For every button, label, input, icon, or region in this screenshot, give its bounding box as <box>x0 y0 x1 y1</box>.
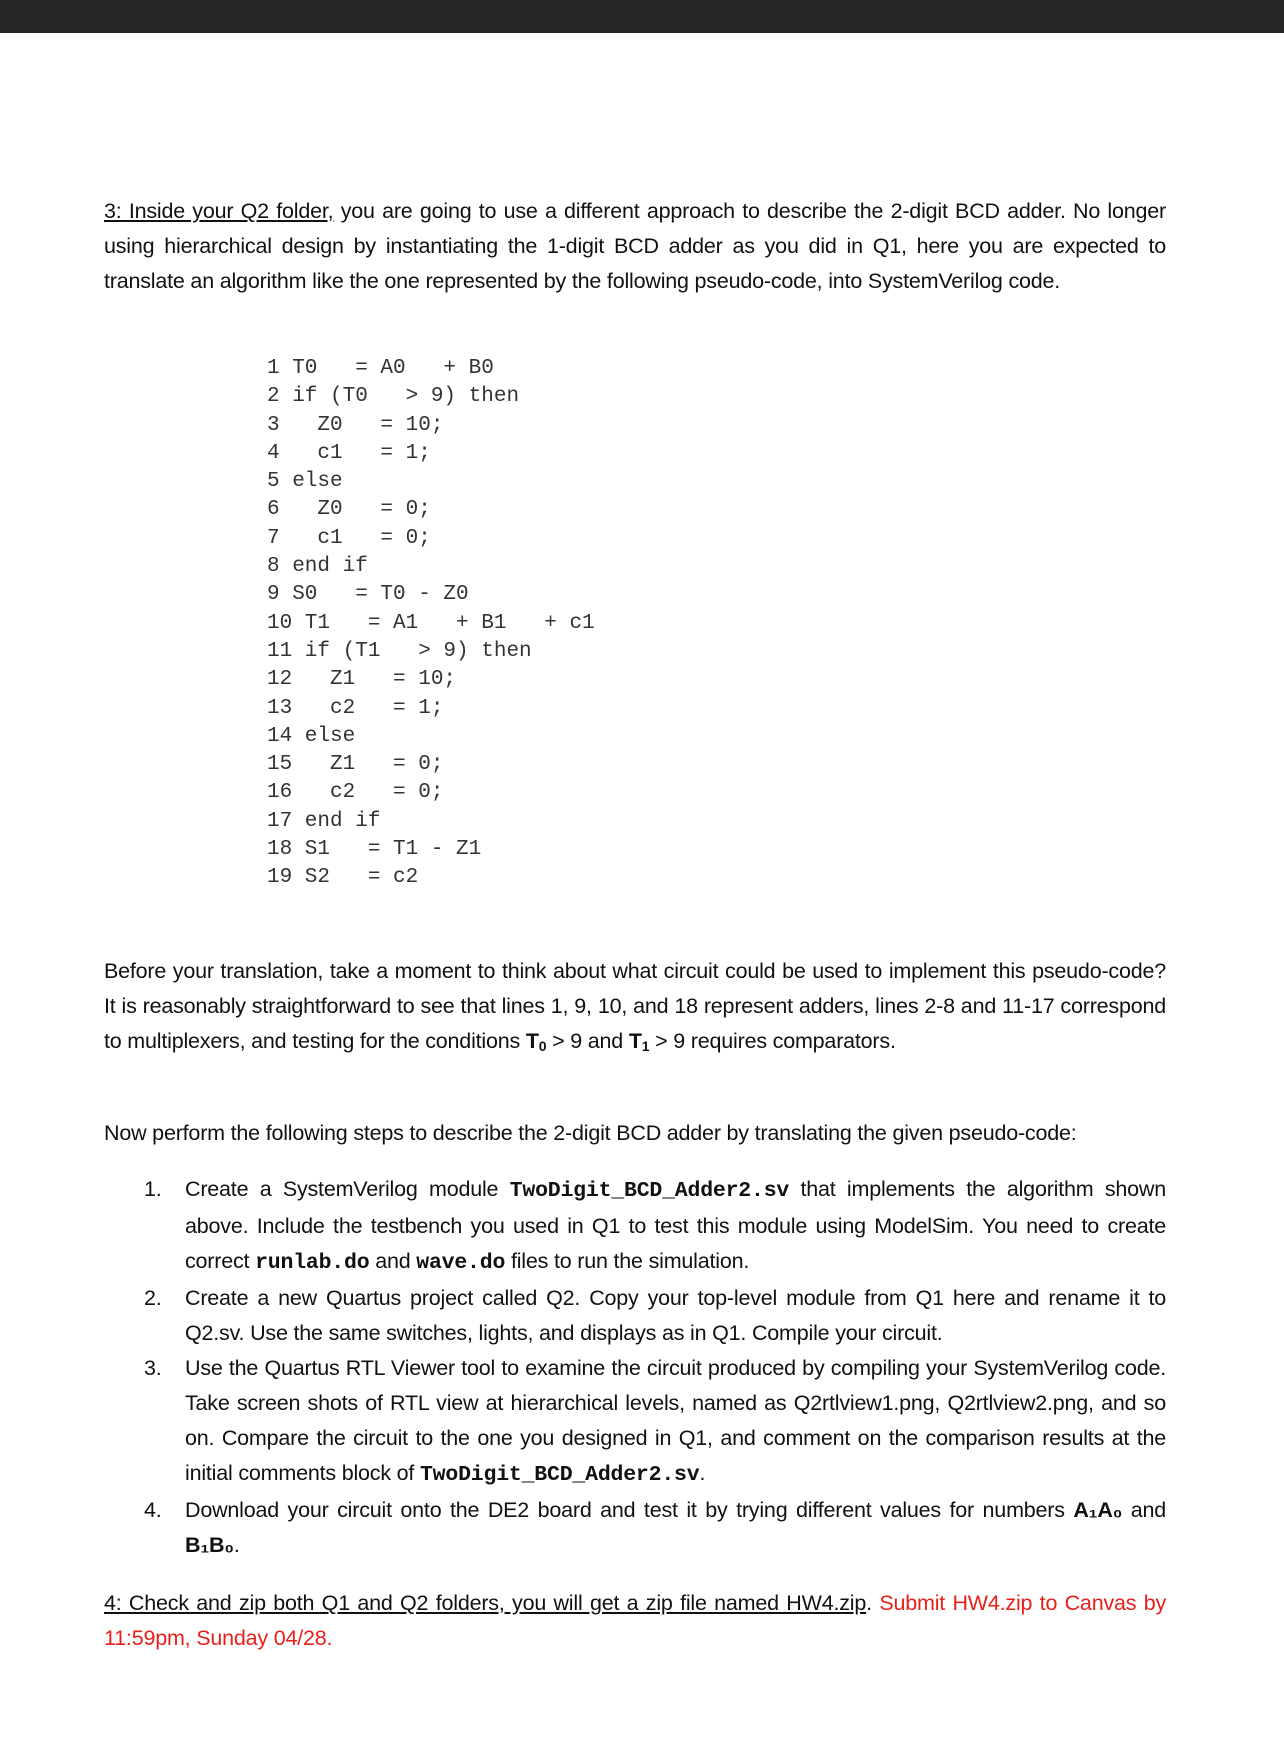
step-number: 3. <box>144 1356 162 1380</box>
step-number: 1. <box>144 1177 162 1201</box>
pseudo-code-block <box>267 355 595 893</box>
text: files to run the simulation. <box>505 1249 750 1273</box>
text: and <box>369 1249 417 1273</box>
filename: TwoDigit_BCD_Adder2.sv <box>419 1463 700 1487</box>
code-line: 9 S0 = T0 - Z0 <box>267 583 469 607</box>
step-number: 4. <box>144 1498 162 1522</box>
circuit-explanation <box>104 954 1166 1059</box>
step-number: 2. <box>144 1286 162 1310</box>
code-line: 1 T0 = A0 + B0 <box>267 357 494 380</box>
section-4 <box>104 1586 1166 1656</box>
filename: wave.do <box>416 1251 506 1275</box>
text: . <box>866 1591 880 1615</box>
code-line: 4 c1 = 1; <box>267 441 431 465</box>
code-line: 15 Z1 = 0; <box>267 753 444 777</box>
text: Create a SystemVerilog module <box>185 1177 510 1201</box>
code-line: 11 if (T1 > 9) then <box>267 639 532 663</box>
t1-subscript: 1 <box>641 1038 650 1054</box>
filename: TwoDigit_BCD_Adder2.sv <box>509 1179 790 1203</box>
step-4 <box>104 1493 1166 1563</box>
code-line: 6 Z0 = 0; <box>267 498 431 522</box>
t1-var <box>629 1029 650 1053</box>
code-line: 18 S1 = T1 - Z1 <box>267 838 482 862</box>
code-line: 10 T1 = A1 + B1 + c1 <box>267 611 595 635</box>
code-line: 7 c1 = 0; <box>267 526 431 550</box>
t0-subscript: 0 <box>538 1038 547 1054</box>
section-3-intro <box>104 194 1166 299</box>
text: Create a new Quartus project called Q2. Copy your top-level module from Q1 here and rename it to Q2.sv. Use the same switches, lights, and displays as in Q1. Compile your circuit. <box>185 1286 1166 1345</box>
deadline-text: Submit HW4.zip to Canvas by 11:59pm, Sunday 04/28. <box>104 1591 1167 1650</box>
code-line: 3 Z0 = 10; <box>267 413 444 437</box>
top-bar <box>0 0 1284 33</box>
text: > 9 and <box>546 1029 629 1053</box>
steps-list <box>104 1172 1166 1563</box>
code-line: 17 end if <box>267 809 381 833</box>
steps-intro: Now perform the following steps to describe the 2-digit BCD adder by translating the given pseudo-code: <box>104 1121 1077 1145</box>
text: . <box>699 1461 706 1485</box>
filename: runlab.do <box>255 1251 370 1275</box>
text: and <box>1122 1498 1167 1522</box>
section-3-heading: 3: Inside your Q2 folder, <box>104 199 334 223</box>
step-2 <box>104 1281 1166 1351</box>
code-line: 2 if (T0 > 9) then <box>267 385 520 409</box>
section-3-text: you are going to use a different approach to describe the 2-digit BCD adder. No longer using hierarchical design by instantiating the 1-digit BCD adder as you did in Q1, here you are expected to translate an algorithm like the one represented by the following pseudo-code, into SystemVerilog code. <box>104 199 1166 293</box>
text: that implements the algorithm shown above. Include the testbench you used in Q1 to test this module using ModelSim. You need to create correct <box>185 1177 1166 1273</box>
step-1 <box>104 1172 1166 1281</box>
code-line: 5 else <box>267 470 343 494</box>
code-line: 16 c2 = 0; <box>267 781 444 805</box>
text: > 9 requires comparators. <box>649 1029 896 1053</box>
step-3 <box>104 1351 1166 1493</box>
t1-letter: T <box>628 1029 642 1053</box>
code-line: 19 S2 = c2 <box>267 866 419 890</box>
code-line: 12 Z1 = 10; <box>267 668 457 692</box>
number-a: A₁A₀ <box>1073 1498 1123 1522</box>
code-line: 14 else <box>267 724 356 748</box>
text: Use the Quartus RTL Viewer tool to examine the circuit produced by compiling your SystemVerilog code. Take screen shots of RTL view at hierarchical levels, named as Q2rtlview1.png, Q2rtlview2.png, and so on. Compare the circuit to the one you designed in Q1, and comment on the comparison results at the initial comments block of <box>185 1356 1166 1485</box>
text: Download your circuit onto the DE2 board and test it by trying different values for numbers <box>185 1498 1074 1522</box>
text: . <box>233 1533 240 1557</box>
t0-var <box>526 1029 547 1053</box>
number-b: B₁B₀ <box>185 1533 234 1557</box>
t0-letter: T <box>525 1029 539 1053</box>
code-line: 13 c2 = 1; <box>267 696 444 720</box>
section-4-heading: 4: Check and zip both Q1 and Q2 folders, you will get a zip file named HW4.zip <box>104 1591 867 1615</box>
code-line: 8 end if <box>267 555 368 579</box>
text: Before your translation, take a moment to think about what circuit could be used to implement this pseudo-code? It is reasonably straightforward to see that lines 1, 9, 10, and 18 represent adders, lines 2-8 and 11-17 correspond to multiplexers, and testing for the conditions <box>104 959 1166 1053</box>
